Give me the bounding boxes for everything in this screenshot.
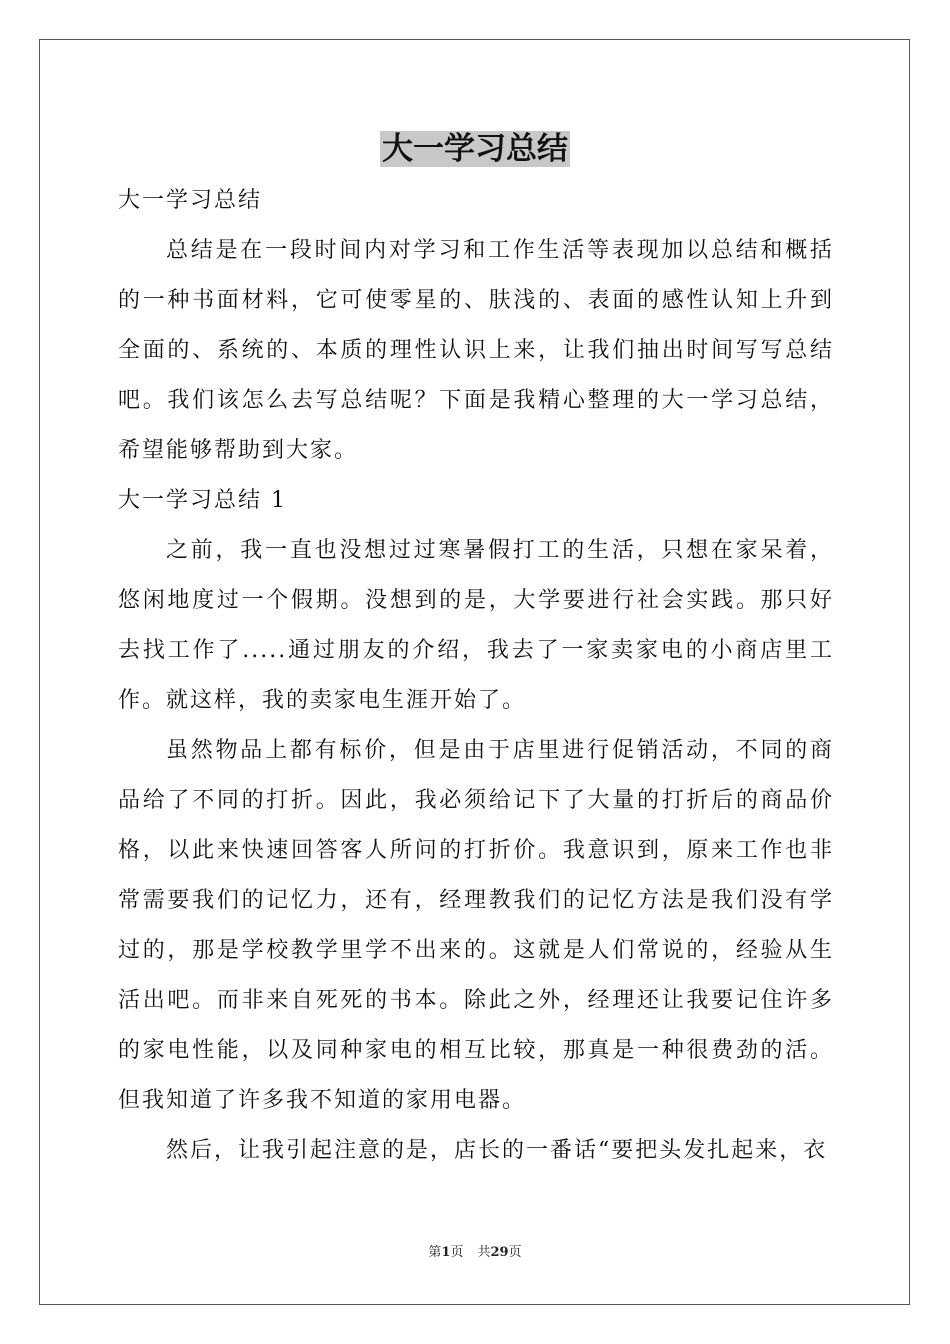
document-title — [0, 128, 950, 170]
paragraph-intro: 总结是在一段时间内对学习和工作生活等表现加以总结和概括的一种书面材料，它可使零星的、肤浅的、表面的感性认知上升到全面的、系统的、本质的理性认识上来，让我们抽出时间写写总结吧。我们该怎么去写总结呢？下面是我精心整理的大一学习总结，希望能够帮助到大家。 — [118, 238, 834, 463]
paragraph-body: 之前，我一直也没想过过寒暑假打工的生活，只想在家呆着，悠闲地度过一个假期。没想到的是，大学要进行社会实践。那只好去找工作了.....通过朋友的介绍，我去了一家卖家电的小商店里工作。就这样，我的卖家电生涯开始了。 — [118, 538, 834, 713]
paragraph-body: 虽然物品上都有标价，但是由于店里进行促销活动，不同的商品给了不同的打折。因此，我必须给记下了大量的打折后的商品价格，以此来快速回答客人所问的打折价。我意识到，原来工作也非常需要我们的记忆力，还有，经理教我们的记忆方法是我们没有学过的，那是学校教学里学不出来的。这就是人们常说的，经验从生活出吧。而非来自死死的书本。除此之外，经理还让我要记住许多的家电性能，以及同种家电的相互比较，那真是一种很费劲的活。但我知道了许多我不知道的家用电器。 — [118, 738, 834, 1113]
footer-page-prefix: 第 — [428, 1245, 442, 1260]
footer-total-suffix: 页 — [508, 1245, 522, 1260]
footer-page-number: 1 — [441, 1245, 451, 1260]
footer-total-prefix: 共 — [477, 1245, 491, 1260]
section-heading-1: 大一学习总结 1 — [118, 488, 287, 513]
paragraph-heading: 大一学习总结 — [118, 188, 263, 213]
footer-total-pages: 29 — [490, 1245, 509, 1260]
paragraph-body: 然后，让我引起注意的是，店长的一番话“要把头发扎起来，衣 — [166, 1138, 828, 1163]
document-title-text: 大一学习总结 — [382, 131, 568, 167]
footer-page-suffix: 页 — [450, 1245, 464, 1260]
document-body — [118, 176, 834, 1176]
page-footer — [0, 1243, 950, 1263]
